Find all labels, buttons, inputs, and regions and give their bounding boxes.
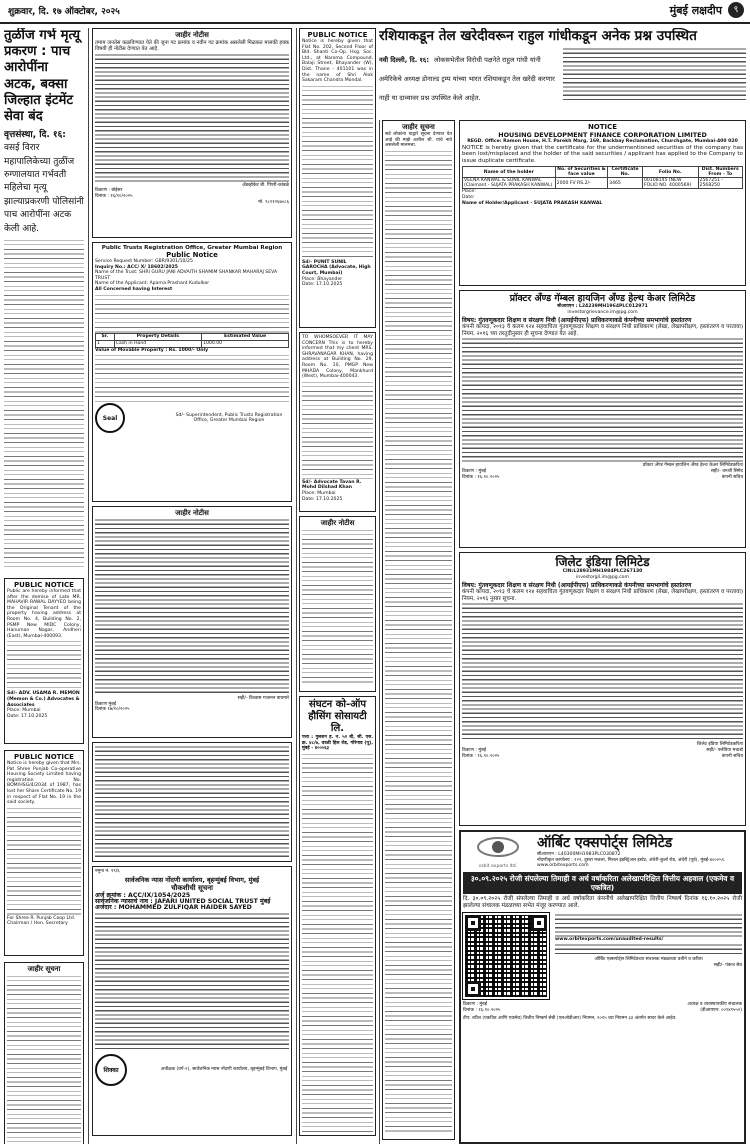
- notice-signer: सही/- फ्लेविया मचाडो: [706, 747, 743, 753]
- column-3: [296, 28, 376, 1144]
- notice-signer: Sd/- Superintendent, Public Trusts Registration Office, Greater Mumbai Region: [175, 412, 283, 424]
- qr-code[interactable]: [463, 913, 549, 999]
- table-cell: 2567251 - 2568250: [698, 178, 742, 189]
- paper-name: मुंबई लक्षदीप: [669, 4, 722, 17]
- misc-notice-col2: [92, 742, 292, 862]
- table-header: Sr.: [96, 333, 115, 340]
- news-body-text: [4, 238, 84, 568]
- notice-body: TO WHOMSOEVER IT MAY CONCERN This is to hereby informed that my client MRS. SHRAVANAGAR KHAN, having address at Building No. 29, Room No. 10, PMGP New MHADA Colony, Mankhurd (West), Mumbai-400043.: [302, 335, 373, 380]
- top-news-rahul: [379, 28, 746, 116]
- news-body-text: [563, 47, 746, 101]
- company-title: प्रॉक्टर अँण्ड गॅम्बल हायजिन अँण्ड हेल्थ केअर लिमिटेड: [509, 293, 696, 304]
- notice-signer: Sd/- ADV. USAMA R. MEMON (Memon & Co.) Advocates & Associates: [7, 691, 80, 708]
- orbit-logo-text: orbit exports ltd.: [478, 864, 518, 869]
- inquiry-heading: चौकशीची सूचना: [171, 883, 213, 892]
- hdfc-notice: [459, 120, 746, 286]
- table-cell: Cash in Hand: [114, 340, 201, 347]
- table-header: Property Details: [114, 333, 201, 340]
- company-regd: नोंदणीकृत कार्यालय : १२२, दुसरा मजला, मित्तल इंडस्ट्रिअल इस्टेट, अंधेरी-कुर्ला रोड, अंधेरी (पूर्व), मुंबई-४०००५९.: [537, 857, 726, 863]
- case-number: अर्ज क्रमांक : ACC/IX/1054/2025: [95, 891, 191, 899]
- notice-place: ठिकाण : बोईसर: [95, 188, 123, 194]
- notice-date: Date: 17.10.2025: [302, 496, 343, 502]
- news-lead: लोकसभेतील विरोधी पक्षनेते राहुल गांधी यांनी अमेरिकेचे अध्यक्ष डोनाल्ड ट्रम्प यांच्या भारत रशियाकडून तेल खरेदी करणार नाही या दाव्यावर प्रश्न उपस्थित केले आहेत.: [379, 56, 555, 102]
- notice-body-lines: [95, 293, 289, 333]
- notice-title: PUBLIC NOTICE: [14, 753, 74, 762]
- notice-place: ठिकाण मुंबई: [95, 701, 116, 707]
- notice-subtitle: Public Notice: [166, 251, 218, 259]
- notice-body-lines: [302, 380, 373, 480]
- notice-signer: सही/- विश्वास गजानन वाघमारे: [237, 696, 289, 701]
- office-seal: Seal: [95, 403, 125, 433]
- notice-signer: अधीक्षक (वर्ग-२), सार्वजनिक न्यास नोंदणी कार्यालय, बृहन्मुंबई विभाग, मुंबई: [160, 1067, 288, 1073]
- results-body: दि. ३०.०९.२०२५ रोजी संपलेल्या तिमाही व अर्ध वर्षाकरिता कंपनीचे अलेखापरिक्षित वित्तीय निष्कर्ष दिनांक १६.१०.२०२५ रोजी झालेल्या संचालक मंडळाच्या सभेत मंजूर करण्यात आले.: [463, 896, 742, 910]
- applicant-name: Name of the Applicant: Aparna Prashant Kudulkar: [95, 281, 210, 287]
- concerned-line: All Concerned having Interest: [95, 286, 173, 292]
- company-cin: CIN:L28931MH1984PLC267130: [562, 569, 643, 574]
- orbit-exports-ad: [459, 830, 746, 1144]
- notice-title: PUBLIC NOTICE: [14, 581, 74, 590]
- results-footnote: टीप: वरील (एकत्रित आणि एकमेव) वित्तीय निष्कर्ष सेबी (एलओडीआर) नियमन, २०१५ च्या नियमन ३३ अंतर्गत सादर केले आहेत.: [463, 1015, 677, 1021]
- jahir-suchana-col4: [382, 120, 455, 1140]
- table-header: Estimated Value: [202, 333, 289, 340]
- notice-title: जाहीर नोटीस: [320, 519, 355, 527]
- jahir-suchana-col1: [4, 962, 84, 1144]
- service-request-no: Service Request Number: GBR/9301/10/25: [95, 259, 193, 264]
- inquiry-no: Inquiry No.: ACC/ X/ 18602/2025: [95, 264, 178, 270]
- signer-din: (डीआयएन: ००९४९५५२): [700, 1008, 742, 1013]
- notice-place: ठिकाण : मुंबई: [462, 747, 486, 753]
- news-intro: वसई विरार महापालिकेच्या तुळींज रुग्णालयात गर्भवती महिलेचा मृत्यू झाल्याप्रकरणी पोलिसांनी पाच आरोपींना अटक केली आहे.: [4, 143, 84, 234]
- notice-body-lines: [302, 528, 373, 686]
- notice-body-lines: [95, 53, 289, 183]
- notice-date: दिनांक १७/१०/२०२५: [95, 707, 130, 713]
- public-notice-bhayander: [299, 28, 376, 328]
- company-email: investorgil.im@pg.com: [576, 574, 629, 580]
- notice-body-lines: [302, 752, 373, 1132]
- table-row: [463, 178, 743, 189]
- for-company: प्रॉक्टर अँण्ड गॅम्बल हायजिन अँण्ड हेल्थ केअर लिमिटेडकरिता: [642, 463, 743, 469]
- notice-body-lines: [302, 84, 373, 260]
- results-link[interactable]: www.orbitexports.com/unaudited-results/: [555, 937, 664, 943]
- company-regd: REGD. Office: Ramon House, H.T. Parekh Marg, 169, Backbay Reclamation, Churchgate, Mumbai-400 020: [467, 139, 738, 144]
- company-cin: सीआयएन : L40300MH1983PLC030872: [537, 851, 621, 857]
- notice-subject: विषय: गुंतवणूकदार शिक्षण व संरक्षण निधी (आयईपीएफ) प्राधिकरणाकडे कंपनीच्या समभागांचे हस्तांतरण: [462, 317, 692, 325]
- notice-date: दिनांक : १६.१०.२०२५: [462, 474, 500, 480]
- table-cell: 00108145 (NEW FOLIO NO. 4000569): [643, 178, 699, 189]
- notice-body-lines: [95, 518, 289, 696]
- notice-phone: मो. ९८२१२६७०८६: [258, 199, 289, 205]
- news-headline-rahul: रशियाकडून तेल खरेदीवरून राहुल गांधीकडून अनेक प्रश्न उपस्थित: [379, 28, 697, 44]
- notice-signer: सही/- धनश्री सिमेद: [710, 468, 743, 474]
- public-notice-memon: [4, 578, 84, 744]
- notice-body-lines: [385, 149, 452, 1134]
- jahir-notice-boisar: [92, 28, 292, 238]
- notice-body: कंपनी कायदा, २०१३ चे कलम १२४ सहवाचिता गुंतवणूकदार शिक्षण व संरक्षण निधी प्राधिकरण (लेखा, लेखापरीक्षण, हस्तांतरण व परतावा) नियम, २०१६ नुसार सूचना.: [462, 589, 743, 602]
- notice-date: दिनांक : १६.१०.२०२५: [463, 1008, 501, 1013]
- table-cell: 1000.00: [202, 340, 289, 347]
- society-title: संघटन को-ऑप हौसिंग सोसायटी लि.: [308, 699, 367, 734]
- news-headline-tulinj: तुळींज गर्भ मृत्यू प्रकरण : पाच आरोपींना अटक, बक्सा जिल्हात इंटमेंट सेवा बंद: [4, 28, 80, 125]
- notice-body-lines: [462, 337, 743, 463]
- issue-date: शुक्रवार, दि. १७ ऑक्टोबर, २०२५: [8, 7, 120, 17]
- society-notice: [299, 696, 376, 1136]
- notice-body-lines: [95, 353, 289, 403]
- notice-title: जाहीर सूचना: [402, 123, 435, 131]
- notice-signer: Sd/- Advocate Tavan R. Mohd Dilshad Khan: [302, 479, 362, 491]
- notice-body: Notice is hereby given that Flat No. 202, Second Floor of Bld. Shanti Co-Op. Hsg. Soc. Ltd., at Naroma Compound, Balaji Street, Bhayander (W), Dist. Thane - 401101 was in the name of Shri Alok Sakaram Chandra Mondal.: [302, 39, 373, 84]
- notice-signer: सही/- पंकज सेठ: [713, 962, 742, 968]
- table-header: Certificate No.: [608, 167, 643, 178]
- notice-body: Notice is hereby given that Mrs. Pat Shree Punjab Co-operative Housing Society Limited having registration No. BOM/HSG/4/2034 of 1987, has lost her Share Certificate No. 19 in respect of Flat No. 19 in the said society.: [7, 761, 81, 806]
- notice-body-lines: [462, 602, 743, 742]
- notice-body: NOTICE is hereby given that the certificate for the undermentioned securities of the company has been lost/misplaced and the holder of the said securities / applicant has applied to the Company to issue duplicate certificate.: [462, 144, 743, 164]
- securities-table: [462, 166, 743, 189]
- signer-designation: कंपनी सचिव: [721, 474, 743, 480]
- news-dateline: नवी दिल्ली, दि. १६:: [379, 56, 429, 64]
- column-2: [88, 28, 292, 1144]
- jahir-notice-waghmare: [92, 506, 292, 738]
- news-dateline: वृत्तसंस्था, दि. १६:: [4, 130, 66, 141]
- company-website: www.orbitexports.com: [537, 863, 589, 869]
- table-header: Name of the holder: [463, 167, 556, 178]
- notice-place: ठिकाण : मुंबई: [462, 468, 486, 474]
- table-cell: 1: [96, 340, 115, 347]
- page-number-badge: ९: [728, 2, 744, 18]
- notice-signer: Sd/- PUNIT SUNIL GAROCHA (Advocate, High Court, Mumbai): [302, 259, 371, 276]
- trust-name: सार्वजनिक न्यासाचे नाव : JAFARI UNITED SOCIAL TRUST मुंबई: [95, 898, 271, 905]
- notice-place: Place: Bhayander: [302, 276, 343, 282]
- company-email: investorgrievance.im@pg.com: [567, 309, 638, 315]
- results-body-lines: [555, 943, 742, 957]
- trust-inquiry-notice: [92, 866, 292, 1136]
- table-cell: 3465: [608, 178, 643, 189]
- notice-date: दिनांक : १६.१०.२०२५: [462, 753, 500, 759]
- property-table: [95, 333, 289, 348]
- notice-subject: विषय: गुंतवणूकदार शिक्षण व संरक्षण निधी (आयईपीएफ) प्राधिकरणाकडे कंपनीच्या समभागांचे हस्तांतरण: [462, 582, 692, 590]
- jahir-notice-col3: [299, 516, 376, 692]
- notice-signer: ॲडव्होकेट बी. पिंपरी-कांबळे: [242, 182, 289, 188]
- company-title: ऑर्बिट एक्सपोर्ट्स लिमिटेड: [537, 834, 673, 851]
- notice-title: Public Trusts Registration Office, Greater Mumbai Region: [101, 245, 283, 251]
- notice-place: Place:: [462, 189, 476, 195]
- value-line: Value of Movable Property : Rs. 1000/- Only: [95, 347, 209, 353]
- notice-body: सर्व लोकांना याद्वारे सूचना देण्यात येत आहे की माझे अशील श्री. यांचे नावे असलेली मालमत्ता.: [385, 132, 452, 149]
- notice-body: कंपनी कायदा, २०१३ चे कलम १२४ सहवाचिता गुंतवणूकदार शिक्षण व संरक्षण निधी प्राधिकरण (लेखा, लेखापरीक्षण, हस्तांतरण व परतावा) नियम, २०१६ च्या तरतुदीनुसार ही सूचना देण्यात येत आहे.: [462, 324, 743, 337]
- office-name: सार्वजनिक न्यास नोंदणी कार्यालय, बृहन्मुंबई विभाग, मुंबई: [124, 875, 260, 884]
- table-cell: VEENA KANWAL & SUNIL KANWAL (Claimant - SUJATA PRAKASH KANWAL): [463, 178, 556, 189]
- notice-signer: Name of Holder/Applicant - SUJATA PRAKASH KANWAL: [462, 200, 603, 206]
- masthead: [0, 0, 750, 24]
- column-4: [379, 120, 455, 1144]
- public-notice-mankhurd: [299, 332, 376, 512]
- notice-date: Date: 17.10.2025: [302, 282, 343, 288]
- company-name: HOUSING DEVELOPMENT FINANCE CORPORATION LIMITED: [498, 131, 707, 139]
- company-cin: सीआयएन : L24239MH1964PLC012971: [557, 304, 648, 309]
- notice-place: ठिकाण : मुंबई: [463, 1002, 487, 1008]
- company-title: जिलेट इंडिया लिमिटेड: [555, 555, 650, 569]
- applicant-name: अर्जदार : MOHAMMED ZULFIQAR HAIDER SAYED: [95, 904, 252, 912]
- gillette-iepf-notice: [459, 552, 746, 826]
- column-1: [4, 28, 84, 1144]
- for-company: जिलेट इंडिया लिमिटेडकरिता: [696, 742, 743, 748]
- orbit-logo-icon: [475, 834, 521, 860]
- office-seal: शिक्का: [95, 1054, 127, 1086]
- notice-place: Place: Mumbai: [302, 490, 336, 496]
- pg-iepf-notice: [459, 290, 746, 548]
- for-company: ऑर्बिट एक्सपोर्ट्स लिमिटेडच्या संचालक मंडळाच्या वतीने व करिता: [594, 957, 703, 962]
- notice-title: जाहीर नोटीस: [175, 31, 209, 39]
- notice-body: Public are hereby informed that after the demise of Late MR. MAHAVIR RAWAL DAYYEO being the Original Tenant of the property having address at Room No. 4, Building No. 2, PSMP New MIDC Colony, Hanuman Nagar, Andheri (East), Mumbai-400093.: [7, 589, 81, 639]
- public-trust-notice: [92, 242, 292, 502]
- notice-title: जाहीर सूचना: [27, 965, 61, 974]
- table-row: [96, 340, 289, 347]
- table-cell: 2000 FV RS.2/-: [555, 178, 607, 189]
- notice-body-lines: [7, 974, 81, 1142]
- signer-designation: कंपनी सचिव: [721, 753, 743, 759]
- notice-body-lines: [7, 639, 81, 691]
- notice-body-lines: [7, 806, 81, 916]
- trust-name: Name of the Trust: SHRI GURU JANI ADVAITH SHAMIM SHANKAR MAHARAJ SEVA TRUST: [95, 270, 278, 281]
- table-header: Folio No.: [643, 167, 699, 178]
- public-notice-punjab: [4, 750, 84, 956]
- table-header: No. of Securities & face value: [557, 167, 606, 178]
- orbit-logo: [463, 834, 533, 870]
- notice-date: दिनांक : १६/१०/२०२५: [95, 194, 133, 199]
- table-header: Dist. Numbers From - To: [698, 167, 742, 178]
- signer-designation: अध्यक्ष व व्यवस्थापकीय संचालक: [687, 1002, 742, 1008]
- notice-body-lines: [95, 912, 289, 1052]
- notice-body: तमाम जनतेस कळविण्यात येते की जुना गट क्रमांक व नवीन गट क्रमांक असलेली मिळकत मालकी हक्क विषयी ही नोटीस देण्यात येत आहे.: [95, 40, 289, 53]
- form-number: नमुना नं. १९/६: [95, 869, 120, 874]
- results-body-lines: [555, 913, 742, 937]
- notice-signer: For Shree R. Punjab Coop Ltd. Chairman / Hon. Secretary: [7, 915, 76, 927]
- society-address: पत्ता : गुलशन ह. न. ५२ बी, सी. एस. क्र. ४८/७, वरळी हिल रोड, गोरेगाव (पू), मुंबई - ४०००६३: [302, 735, 373, 752]
- results-band: ३०.०९.२०२५ रोजी संपलेल्या तिमाही व अर्ध वर्षाकरिता अलेखापरिक्षित वित्तीय अहवाल (एकमेव व एकत्रित): [463, 872, 742, 895]
- notice-title: PUBLIC NOTICE: [307, 31, 368, 39]
- notice-body-lines: [95, 745, 289, 859]
- notice-date: Date:: [462, 194, 475, 200]
- notice-place: Place: Mumbai: [7, 708, 41, 714]
- notice-title: जाहीर नोटीस: [175, 509, 209, 517]
- notice-date: Date: 17.10.2025: [7, 713, 48, 719]
- notice-title: NOTICE: [587, 123, 618, 131]
